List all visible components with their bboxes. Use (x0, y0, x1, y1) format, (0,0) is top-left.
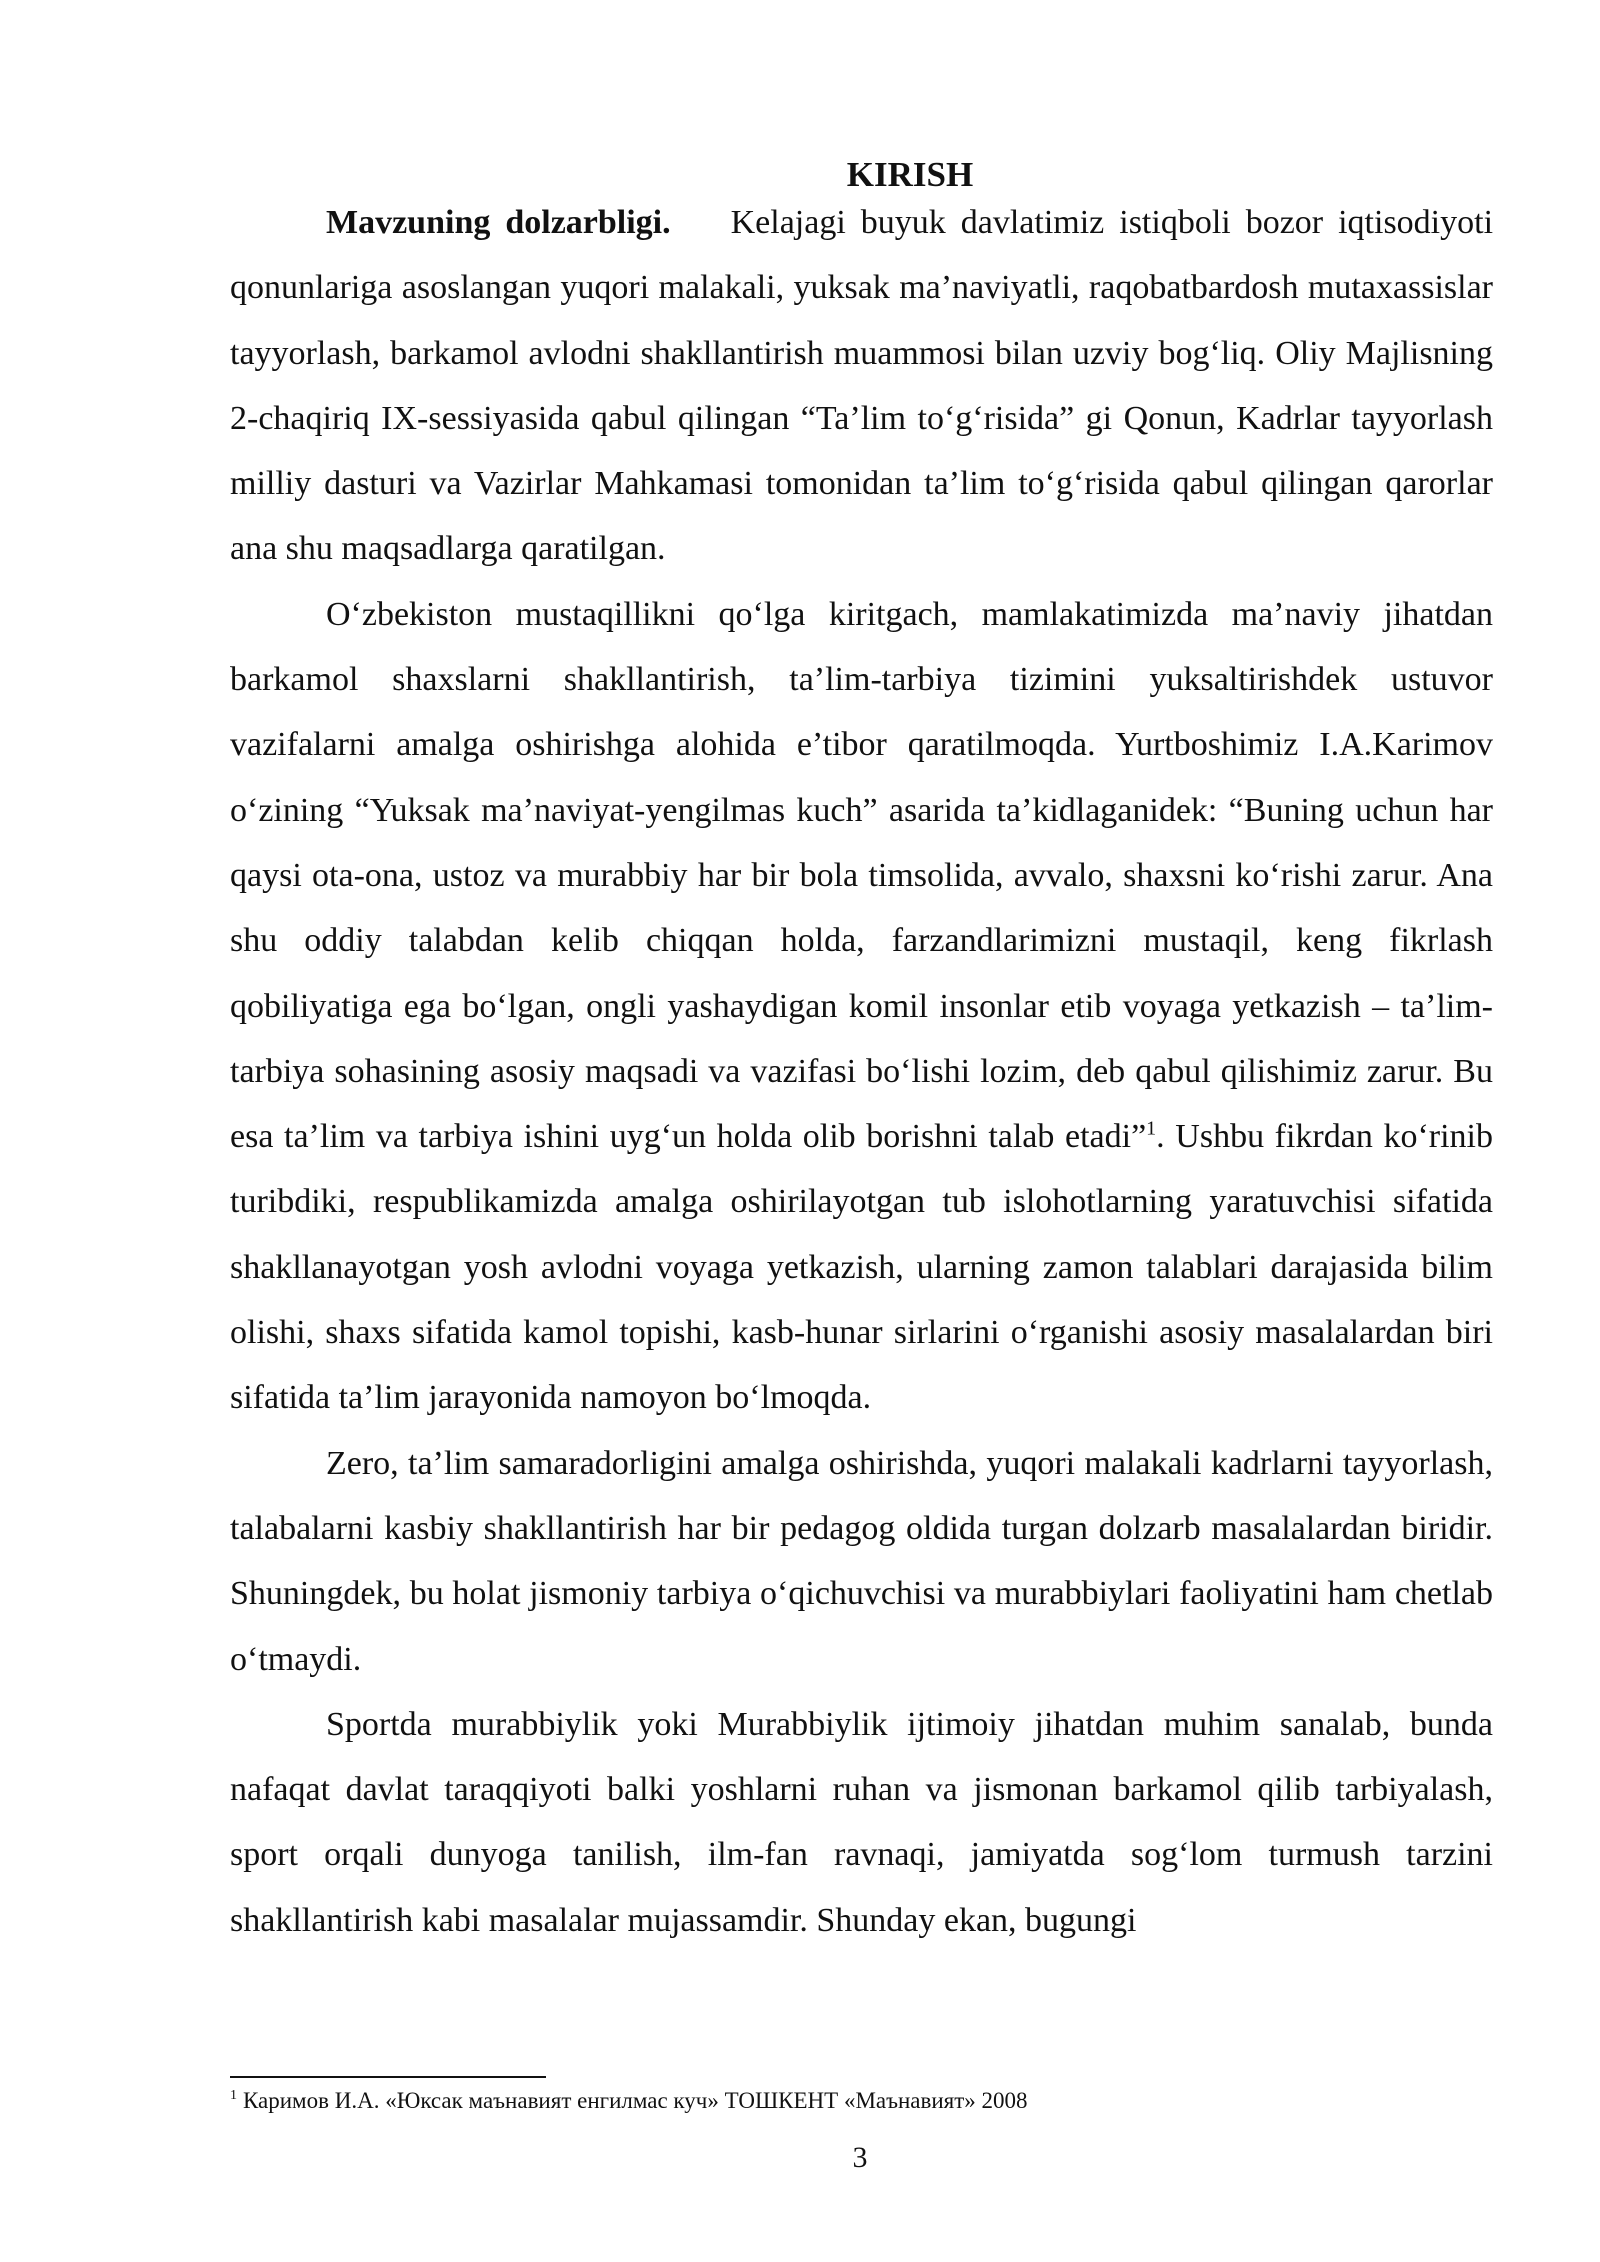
paragraph-text: . Ushbu fikrdan ko‘rinib turibdiki, respublikamizda amalga oshirilayotgan tub islohotlarning yaratuvchisi sifatida shakllanayotgan yosh avlodni voyaga yetkazish, ularning zamon talablari darajasida bilim olishi, shaxs sifatida kamol topishi, kasb-hunar sirlarini o‘rganishi asosiy masalalardan biri sifatida ta’lim jarayonida namoyon bo‘lmoqda. (230, 1118, 1493, 1417)
paragraph-sports-coaching: Sportda murabbiylik yoki Murabbiylik ijtimoiy jihatdan muhim sanalab, bunda nafaqat davlat taraqqiyoti balki yoshlarni ruhan va jismonan barkamol qilib tarbiyalash, sport orqali dunyoga tanilish, ilm-fan ravnaqi, jamiyatda sog‘lom turmush tarzini shakllantirish kabi masalalar mujassamdir. Shunday ekan, bugungi (230, 1705, 1493, 1939)
footnote-text: Каримов И.А. «Юксак маънавият енгилмас куч» ТОШКЕНТ «Маънавият» 2008 (243, 2088, 1028, 2113)
footnote-separator (230, 2076, 546, 2078)
paragraph-relevance (230, 190, 1493, 582)
paragraph-text: Kelajagi buyuk davlatimiz istiqboli bozor iqtisodiyoti qonunlariga asoslangan yuqori malakali, yuksak ma’naviyatli, raqobatbardosh mutaxassislar tayyorlash, barkamol avlodni shakllantirish muammosi bilan uzviy bog‘liq. Oliy Majlisning 2-chaqiriq IX-sessiyasida qabul qilingan “Ta’lim to‘g‘risida” gi Qonun, Kadrlar tayyorlash milliy dasturi va Vazirlar Mahkamasi tomonidan ta’lim to‘g‘risida qabul qilingan qarorlar ana shu maqsadlarga qaratilgan. (230, 204, 1494, 568)
paragraph-text: O‘zbekiston mustaqillikni qo‘lga kiritgach, mamlakatimizda ma’naviy jihatdan barkamol shaxslarni shakllantirish, ta’lim-tarbiya tizimini yuksaltirishdek ustuvor vazifalarni amalga oshirishga alohida e’tibor qaratilmoqda. Yurtboshimiz I.A.Karimov o‘zining “Yuksak ma’naviyat-yengilmas kuch” asarida ta’kidlaganidek: “Buning uchun har qaysi ota-ona, ustoz va murabbiy har bir bola timsolida, avvalo, shaxsni ko‘rishi zarur. Ana shu oddiy talabdan kelib chiqqan holda, farzandlarimizni mustaqil, keng fikrlash qobiliyatiga ega bo‘lgan, ongli yashaydigan komil insonlar etib voyaga yetkazish – ta’lim-tarbiya sohasining asosiy maqsadi va vazifasi bo‘lishi lozim, deb qabul qilishimiz zarur. Bu esa ta’lim va tarbiya ishini uyg‘un holda olib borishni talab etadi” (230, 595, 1493, 1156)
footnote-number: 1 (230, 2088, 237, 2104)
section-title: KIRISH (846, 155, 974, 194)
footnote (230, 2086, 1490, 2116)
paragraph-education-efficiency: Zero, ta’lim samaradorligini amalga oshirishda, yuqori malakali kadrlarni tayyorlash, talabalarni kasbiy shakllantirish har bir pedagog oldida turgan dolzarb masalalardan biridir. Shuningdek, bu holat jismoniy tarbiya o‘qichuvchisi va murabbiylari faoliyatini ham chetlab o‘tmaydi. (230, 1444, 1493, 1678)
paragraph-lead: Mavzuning dolzarbligi. (326, 204, 671, 241)
footnote-reference: 1 (1146, 1117, 1157, 1140)
body-text (230, 190, 1493, 1953)
page-number: 3 (852, 2141, 868, 2174)
paragraph-independence (230, 582, 1493, 1431)
